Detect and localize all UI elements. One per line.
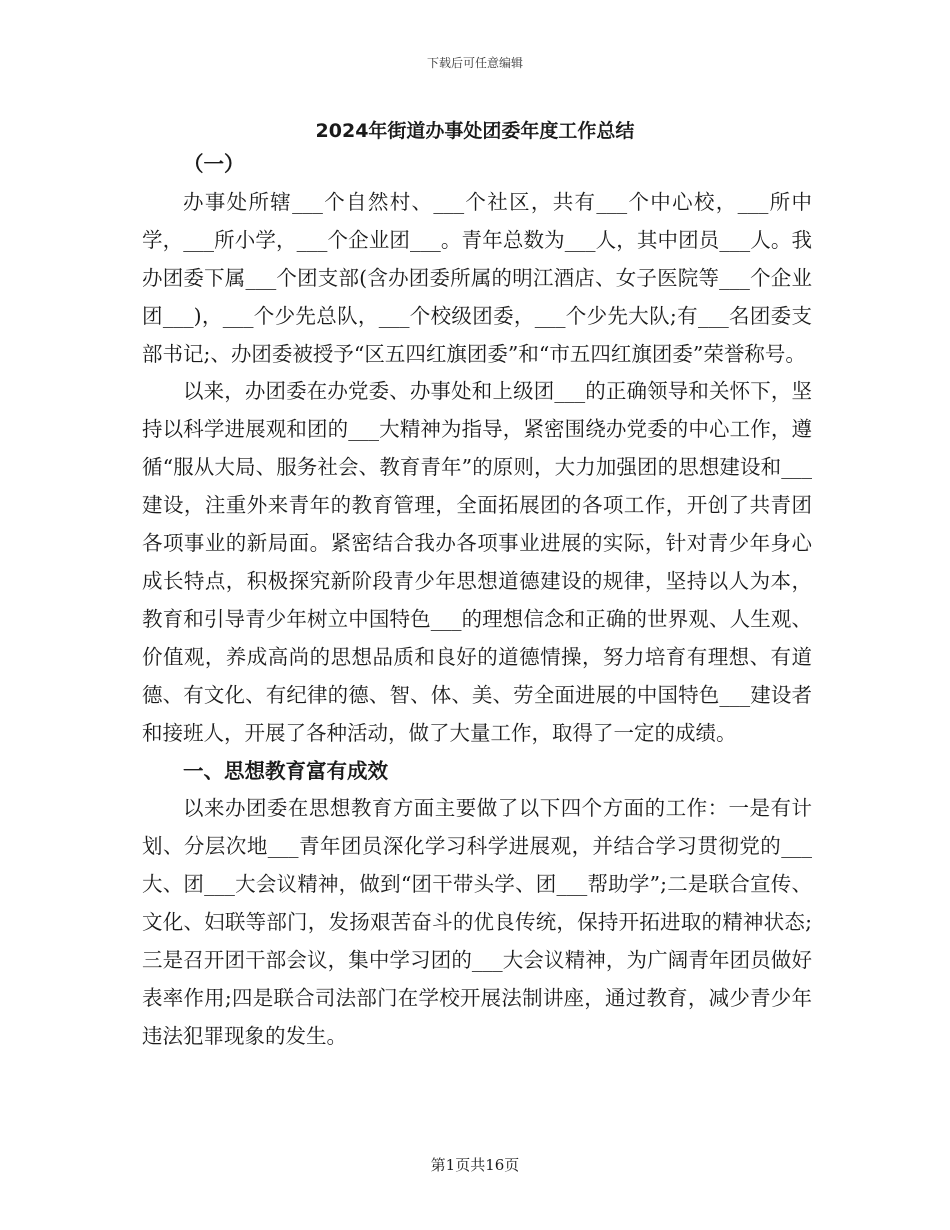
paragraph-section-one: 以来办团委在思想教育方面主要做了以下四个方面的工作：一是有计划、分层次地___青年团员深化学习科学进展观，并结合学习贯彻党的___大、团___大会议精神，做到“团干带头学、团___帮助学”;二是联合宣传、文化、妇联等部门，发扬艰苦奋斗的优良传统，保持开拓进取的精神状态;三是召开团干部会议，集中学习团的___大会议精神，为广阔青年团员做好表率作用;四是联合司法部门在学校开展法制讲座，通过教育，减少青少年违法犯罪现象的发生。	[142, 796, 812, 1048]
header-note: 下载后可任意编辑	[426, 56, 523, 70]
document-title: 2024年街道办事处团委年度工作总结	[315, 120, 635, 142]
paragraph-overview: 以来，办团委在办党委、办事处和上级团___的正确领导和关怀下，坚持以科学进展观和团的___大精神为指导，紧密围绕办党委的中心工作，遵循“服从大局、服务社会、教育青年”的原则，大力加强团的思想建设和___建设，注重外来青年的教育管理，全面拓展团的各项工作，开创了共青团各项事业的新局面。紧密结合我办各项事业进展的实际，针对青少年身心成长特点，积极探究新阶段青少年思想道德建设的规律，坚持以人为本，教育和引导青少年树立中国特色___的理想信念和正确的世界观、人生观、价值观，养成高尚的思想品质和良好的道德情操，努力培育有理想、有道德、有文化、有纪律的德、智、体、美、劳全面进展的中国特色___建设者和接班人，开展了各种活动，做了大量工作，取得了一定的成绩。	[142, 379, 812, 745]
page-number: 第1页共16页	[430, 1156, 520, 1174]
document-body	[142, 146, 812, 1056]
paragraph-intro: 办事处所辖___个自然村、___个社区，共有___个中心校，___所中学，___所小学，___个企业团___。青年总数为___人，其中团员___人。我办团委下属___个团支部(含办团委所属的明江酒店、女子医院等___个企业团___)，___个少先总队，___个校级团委，___个少先大队;有___名团委支部书记;、办团委被授予“区五四红旗团委”和“市五四红旗团委”荣誉称号。	[142, 189, 812, 366]
section-marker: （一）	[183, 152, 245, 176]
section-heading: 一、思想教育富有成效	[183, 758, 388, 783]
